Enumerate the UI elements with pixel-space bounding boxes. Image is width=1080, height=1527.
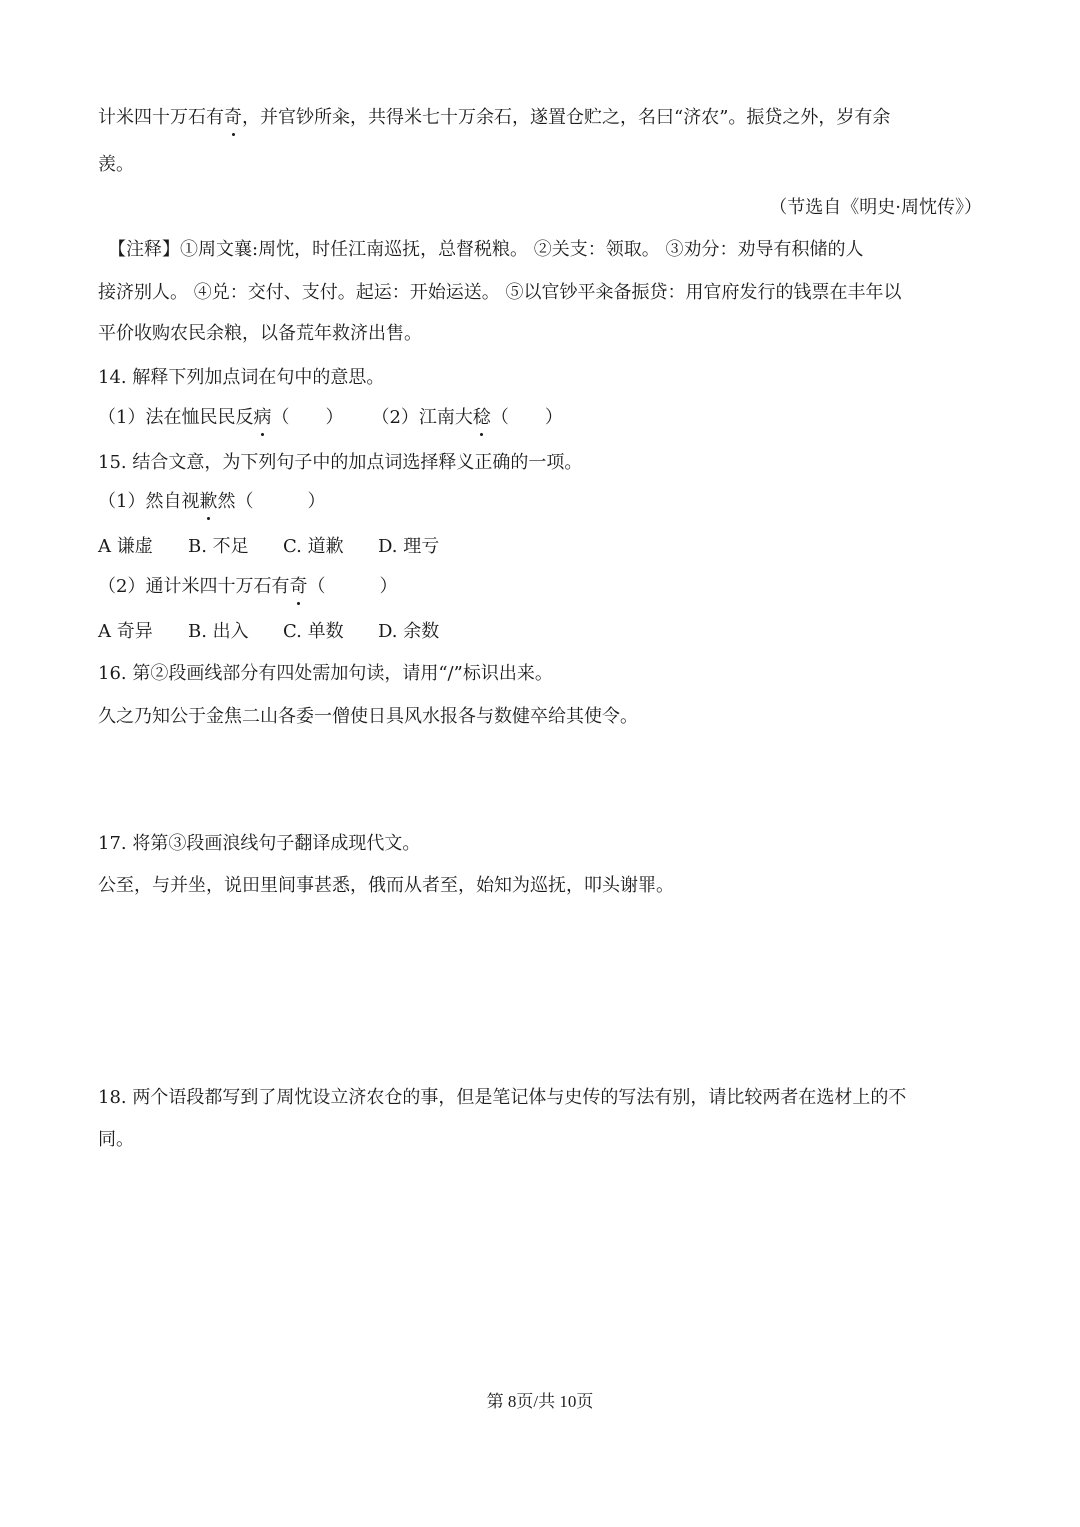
question-15-prompt: 15. 结合文意，为下列句子中的加点词选择释义正确的一项。 [98, 452, 583, 473]
passage-text: ，并官钞所籴，共得米七十万余石，遂置仓贮之，名曰“济农”。振贷之外，岁有余 [242, 107, 891, 128]
notes-line-3: 平价收购农民余粮，以备荒年救济出售。 [98, 323, 422, 344]
page-number: 第 8页/共 10页 [486, 1392, 594, 1411]
question-17-prompt: 17. 将第③段画浪线句子翻译成现代文。 [98, 833, 421, 854]
q15-sub-1-text: （1）然自视 [98, 491, 200, 512]
option-c: C. 道歉 [283, 536, 344, 557]
answer-blank: （ ） [271, 407, 344, 428]
passage-source: （节选自《明史·周忱传》） [769, 197, 982, 218]
answer-blank: （ ） [307, 576, 398, 597]
question-18-prompt-cont: 同。 [98, 1129, 134, 1150]
option-d: D. 理亏 [378, 536, 440, 557]
q14-item-1-text: （1）法在恤民民反 [98, 407, 254, 428]
q15-sub-2-text: （2）通计米四十万石有 [98, 576, 290, 597]
passage-text: 计米四十万石有 [98, 107, 224, 128]
question-15-sub-2-options [98, 620, 439, 644]
question-16-prompt: 16. 第②段画线部分有四处需加句读，请用“/”标识出来。 [98, 663, 553, 684]
answer-blank: （ ） [490, 407, 563, 428]
question-18-prompt: 18. 两个语段都写到了周忱设立济农仓的事，但是笔记体与史传的写法有别，请比较两者在选材上的不 [98, 1087, 907, 1108]
question-17-text: 公至，与并坐，说田里间事甚悉，俄而从者至，始知为巡抚，叩头谢罪。 [98, 875, 674, 896]
question-14-prompt: 14. 解释下列加点词在句中的意思。 [98, 367, 385, 388]
dotted-word: 奇 [289, 576, 308, 597]
q14-item-2-text: （2）江南大 [371, 407, 473, 428]
dotted-word: 稔 [472, 407, 491, 428]
question-15-sub-2 [98, 575, 397, 599]
answer-blank: 然（ ） [217, 491, 326, 512]
question-15-sub-1-options [98, 535, 439, 559]
passage-line-1 [98, 106, 890, 130]
option-c: C. 单数 [283, 621, 344, 642]
option-d: D. 余数 [378, 621, 440, 642]
dotted-word: 病 [253, 407, 272, 428]
option-a: A 谦虚 [98, 536, 153, 557]
dotted-word: 奇 [224, 107, 242, 128]
option-a: A 奇异 [98, 621, 153, 642]
dotted-word: 歉 [199, 491, 218, 512]
passage-line-2: 羡。 [98, 154, 134, 175]
option-b: B. 出入 [188, 621, 249, 642]
question-14-items [98, 406, 563, 430]
notes-line-1: 【注释】①周文襄:周忱，时任江南巡抚，总督税粮。 ②关支：领取。 ③劝分：劝导有积储的人 [108, 239, 864, 260]
question-15-sub-1 [98, 490, 325, 514]
option-b: B. 不足 [188, 536, 249, 557]
question-16-text: 久之乃知公于金焦二山各委一僧使日具风水报各与数健卒给其使令。 [98, 706, 638, 727]
notes-line-2: 接济别人。 ④兑：交付、支付。起运：开始运送。 ⑤以官钞平籴备振贷：用官府发行的钱票在丰年以 [98, 282, 902, 303]
